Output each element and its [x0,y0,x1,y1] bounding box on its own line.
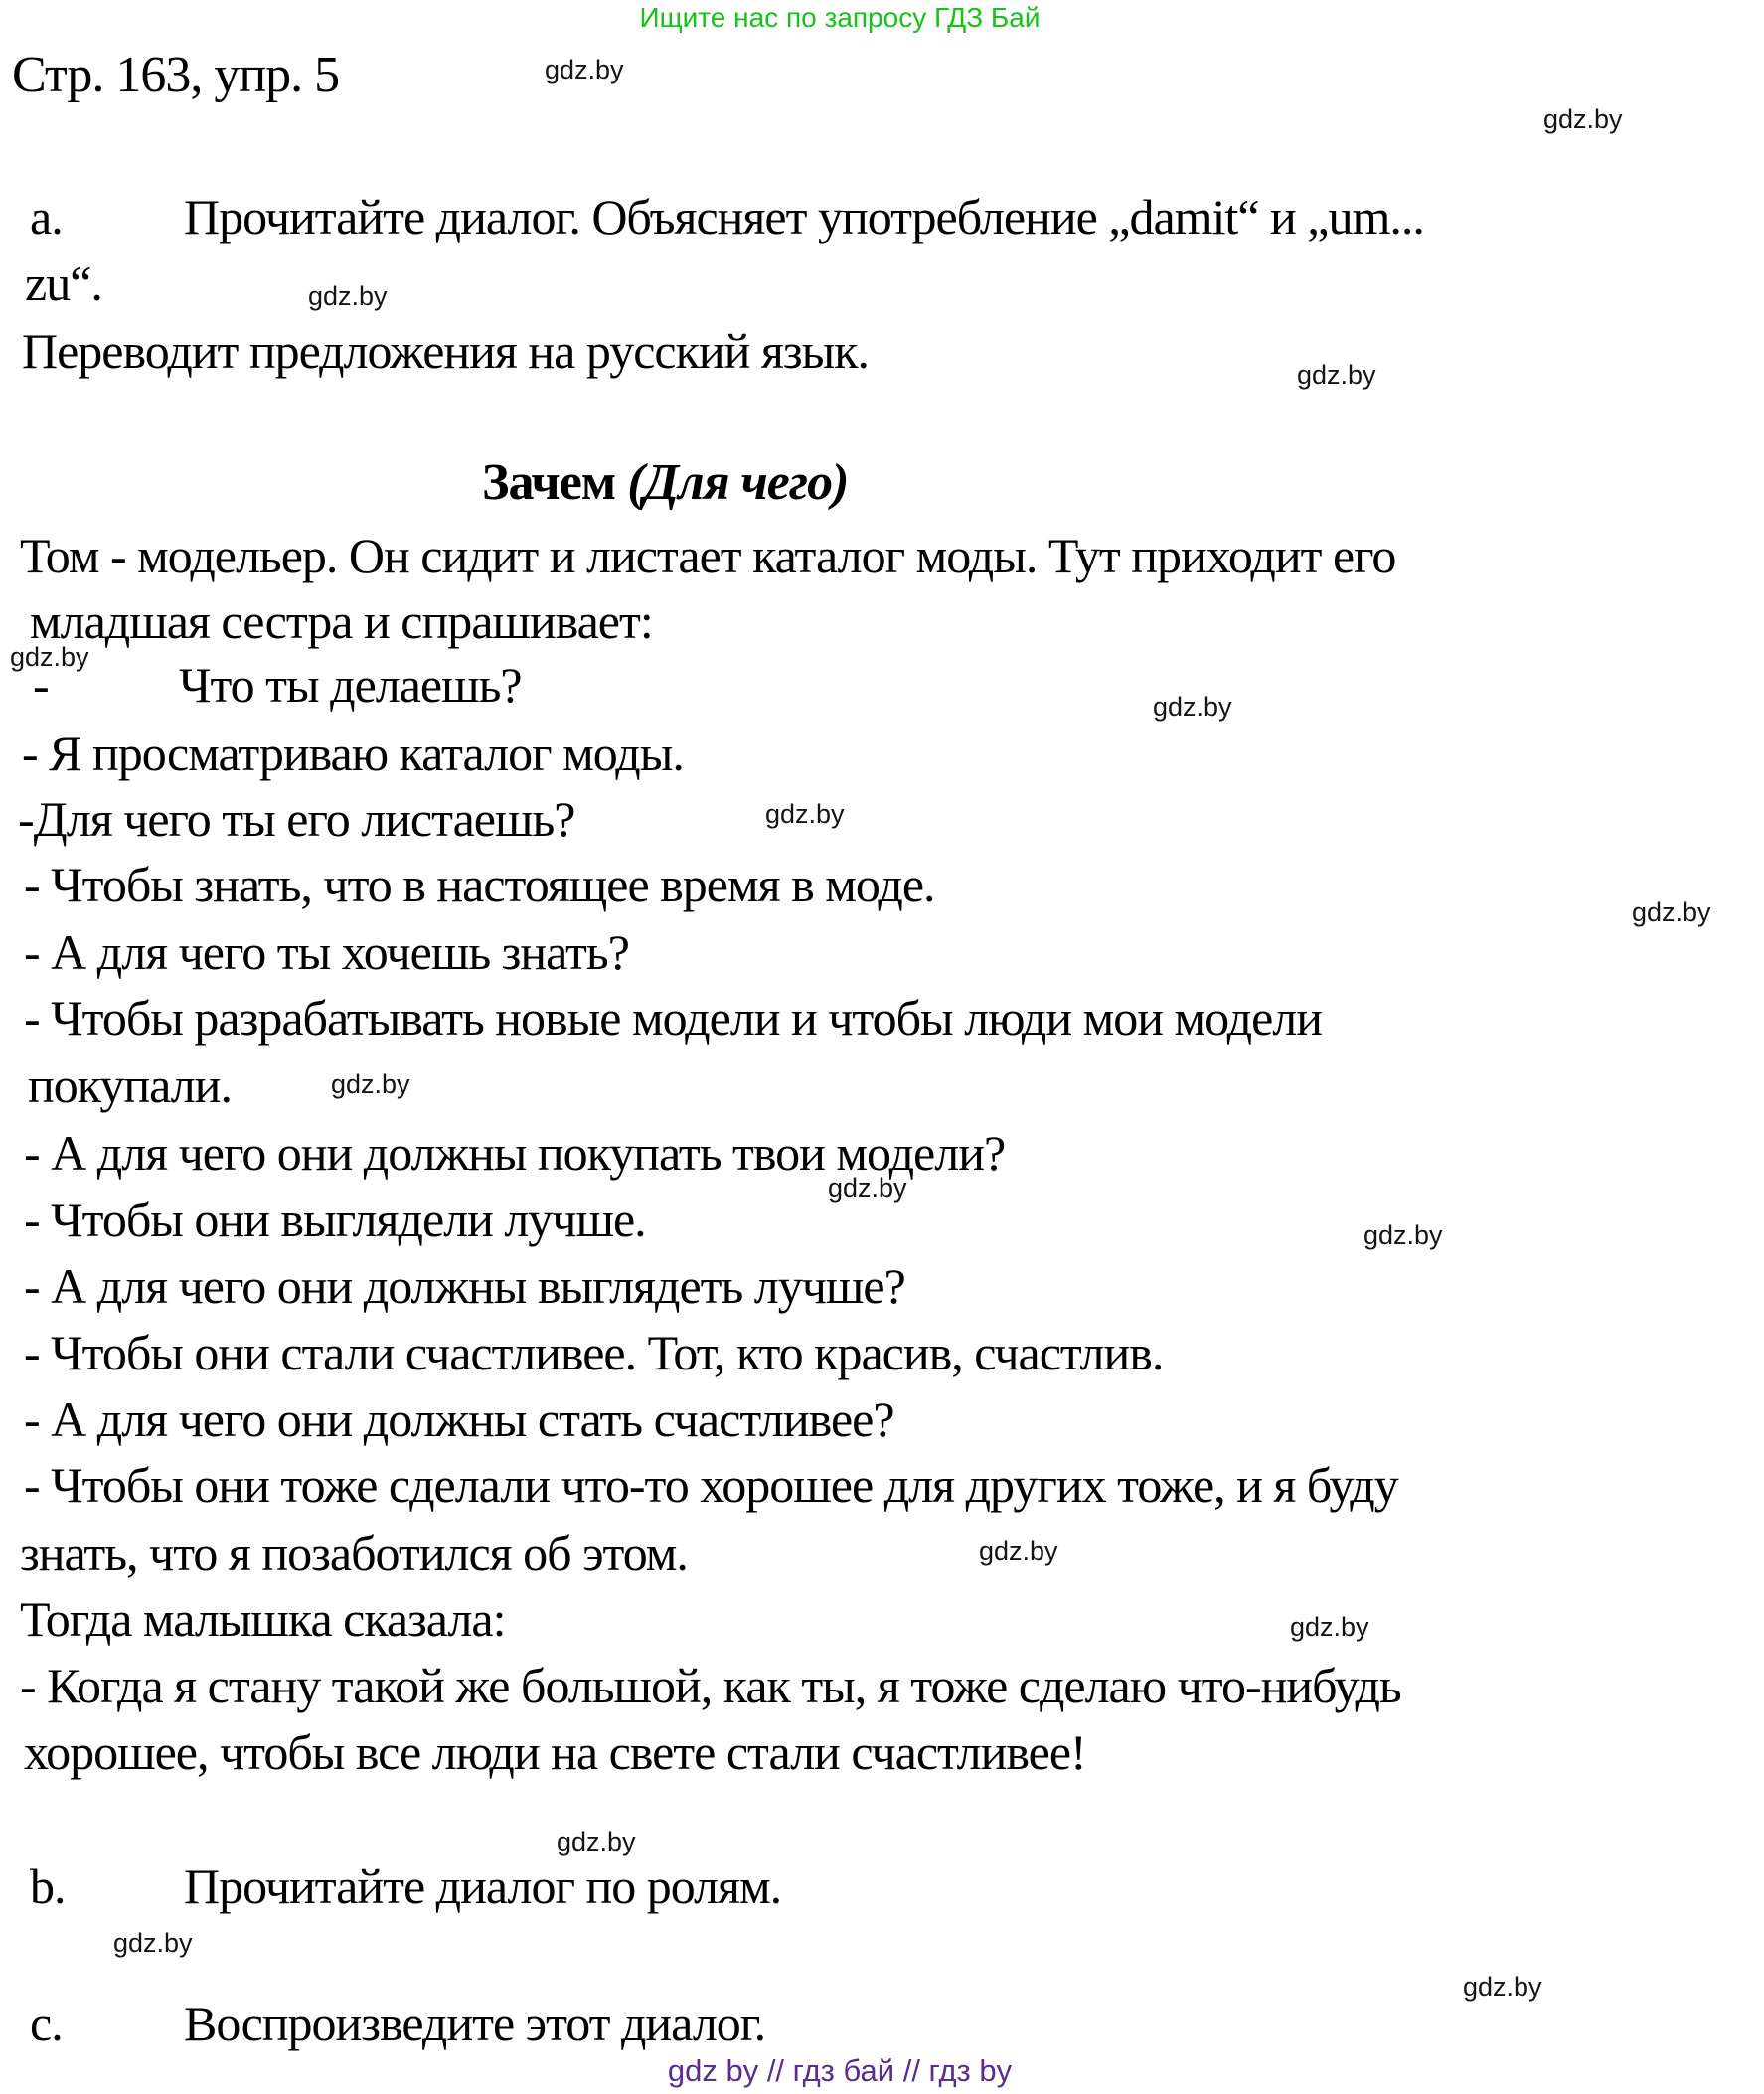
dialog-line: - Чтобы они стали счастливее. Тот, кто красив, счастлив. [24,1325,1164,1380]
gdz-watermark: gdz.by [1543,104,1623,134]
task-b-text: Прочитайте диалог по ролям. [184,1858,782,1914]
dialog-line: покупали. [28,1057,232,1113]
gdz-watermark: gdz.by [1290,1612,1369,1642]
task-a-text-line3: Переводит предложения на русский язык. [22,323,870,379]
dialog-heading [482,453,848,512]
task-a-text-line1: Прочитайте диалог. Объясняет употребление „damit“ и „um... [184,189,1424,244]
gdz-watermark: gdz.by [1297,360,1376,390]
gdz-watermark: gdz.by [1363,1220,1443,1250]
dialog-line: знать, что я позаботился об этом. [20,1526,688,1581]
dialog-line: - Чтобы знать, что в настоящее время в моде. [24,857,935,912]
dialog-line: - А для чего они должны стать счастливее? [24,1391,894,1447]
dialog-line: Тогда малышка сказала: [20,1591,506,1647]
gdz-watermark: gdz.by [545,55,624,84]
dialog-line: хорошее, чтобы все люди на свете стали счастливее! [24,1724,1086,1780]
gdz-watermark: gdz.by [557,1827,636,1856]
gdz-watermark: gdz.by [979,1536,1058,1566]
dialog-line: - Чтобы разрабатывать новые модели и чтобы люди мои модели [24,990,1323,1046]
dialog-heading-italic: (Для чего) [615,454,849,511]
dialog-line: - Когда я стану такой же большой, как ты, я тоже сделаю что-нибудь [20,1658,1401,1713]
task-a-text-line2: zu“. [25,255,102,311]
task-a-label: a. [30,189,63,244]
dialog-line: - А для чего они должны покупать твои модели? [24,1125,1006,1181]
dialog-line: - Чтобы они выглядели лучше. [24,1192,646,1247]
dialog-line: - Чтобы они тоже сделали что-то хорошее для других тоже, и я буду [24,1457,1398,1513]
dialog-first-text: Что ты делаешь? [179,657,522,713]
page-title: Стр. 163, упр. 5 [12,47,340,103]
dialog-line: - Я просматриваю каталог моды. [22,725,684,781]
gdz-watermark: gdz.by [1153,692,1232,722]
dialog-line: -Для чего ты его листаешь? [18,791,575,847]
gdz-watermark: gdz.by [113,1928,193,1958]
gdz-watermark: gdz.by [1632,897,1711,927]
gdz-watermark: gdz.by [1463,1972,1542,2002]
gdz-watermark: gdz.by [765,799,845,829]
task-b-label: b. [30,1858,66,1914]
dialog-line: - А для чего они должны выглядеть лучше? [24,1258,905,1314]
task-c-label: c. [30,1996,63,2051]
dialog-intro-line2: младшая сестра и спрашивает: [30,593,653,649]
dialog-first-dash: - [33,657,49,713]
gdz-watermark: gdz.by [10,642,89,672]
gdz-watermark: gdz.by [331,1069,410,1099]
dialog-line: - А для чего ты хочешь знать? [24,924,629,980]
footer-links: gdz by // гдз бай // гдз by [667,2053,1013,2088]
task-c-text: Воспроизведите этот диалог. [184,1996,766,2051]
dialog-heading-plain: Зачем [482,454,616,511]
promo-banner: Ищите нас по запросу ГДЗ Бай [639,2,1041,33]
gdz-watermark: gdz.by [828,1173,907,1203]
gdz-watermark: gdz.by [308,281,388,311]
dialog-intro-line1: Том - модельер. Он сидит и листает каталог моды. Тут приходит его [20,528,1396,583]
